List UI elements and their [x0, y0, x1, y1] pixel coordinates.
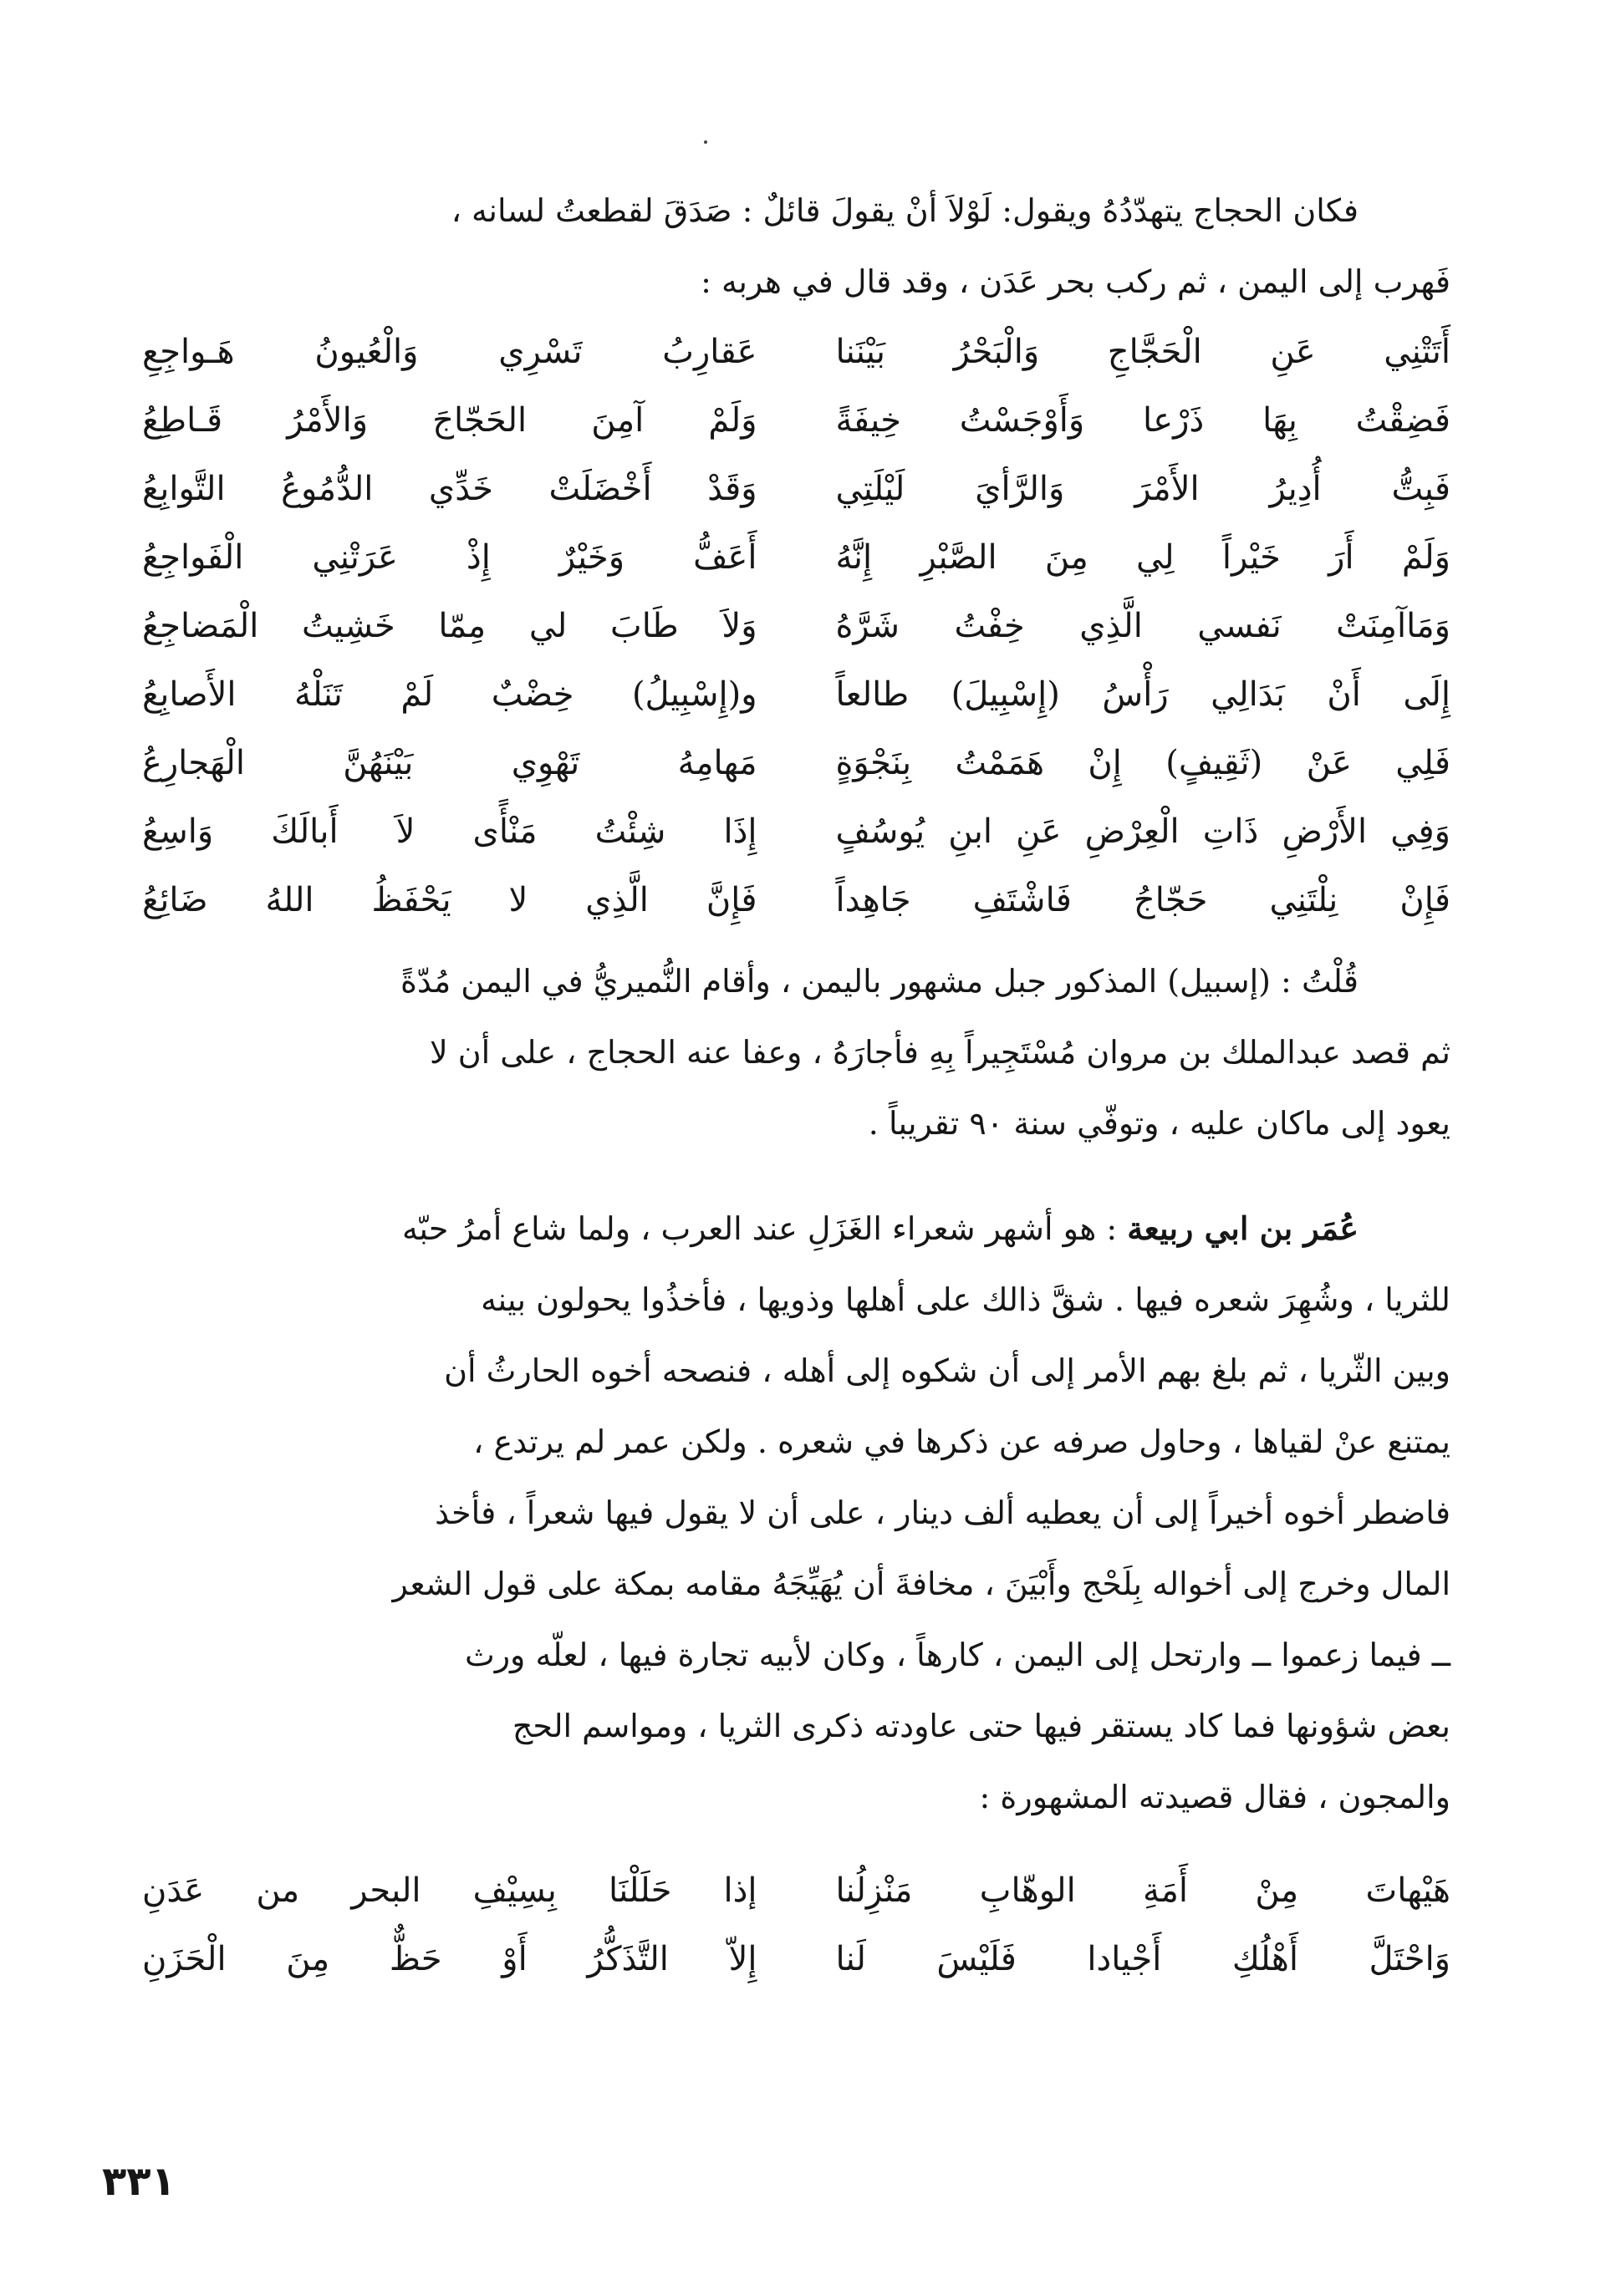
- page-number: ٣٣١: [102, 2158, 176, 2205]
- verse-first-hemistich: وَفِي الأَرْضِ ذَاتِ الْعِرْضِ عَنِ ابنِ يُوسُفٍ: [835, 812, 1450, 851]
- biography-line: بعض شؤونها فما كاد يستقر فيها حتى عاودته ذكرى الثريا ، ومواسم الحج: [512, 1708, 1450, 1744]
- verse-second-hemistich: وَلاَ طَابَ لي مِمّا خَشِيتُ الْمَضاجِعُ: [142, 607, 757, 645]
- verse-second-hemistich: إذا حَلَلْنَا بِسِيْفِ البحر من عَدَنِ: [142, 1871, 757, 1910]
- biography-line: يمتنع عنْ لقياها ، وحاول صرفه عن ذكرها في شعره . ولكن عمر لم يرتدع ،: [473, 1423, 1450, 1460]
- note-line: قُلْتُ : (إسبيل) المذكور جبل مشهور باليمن ، وأقام النُّميريُّ في اليمن مُدّةً: [400, 963, 1359, 1000]
- biography-first-line-text: : هو أشهر شعراء الغَزَلِ عند العرب ، ولما شاع أمرُ حبّه: [402, 1210, 1128, 1247]
- intro-line: فكان الحجاج يتهدّدُهُ ويقول: لَوْلاَ أنْ يقولَ قائلٌ : صَدَقَ لقطعتُ لسانه ،: [451, 192, 1359, 229]
- verse-first-hemistich: فَبِتُّ أُدِيرُ الأَمْرَ وَالرَّأيَ لَيْلَتِي: [835, 470, 1450, 508]
- biography-first-line: [142, 1193, 1450, 1265]
- biography-line: ــ فيما زعموا ــ وارتحل إلى اليمن ، كارهاً ، وكان لأبيه تجارة فيها ، لعلّه ورث: [464, 1637, 1450, 1673]
- verse-first-hemistich: أَتَتْنِي عَنِ الْحَجَّاجِ وَالْبَحْرُ بَيْنَنا: [835, 333, 1450, 371]
- biography-line: والمجون ، فقال قصيدته المشهورة :: [979, 1779, 1450, 1815]
- verse-second-hemistich: مَهامِهُ تَهْوِي بَيْنَهُنَّ الْهَجارِعُ: [142, 744, 757, 782]
- verse-first-hemistich: هَيْهاتَ مِنْ أَمَةِ الوهّابِ مَنْزِلُنا: [835, 1871, 1450, 1910]
- poem-verse: [142, 523, 1450, 592]
- verse-first-hemistich: فَلِي عَنْ (ثَقِيفٍ) إِنْ هَمَمْتُ بِنَجْوَةٍ: [835, 744, 1450, 782]
- intro-line: فَهرب إلى اليمن ، ثم ركب بحر عَدَن ، وقد قال في هربه :: [701, 263, 1450, 300]
- poem-aden: [142, 1856, 1450, 1993]
- biography-line: للثريا ، وشُهِرَ شعره فيها . شقَّ ذالك على أهلها وذويها ، فأخذُوا يحولون بينه: [481, 1281, 1450, 1318]
- note-line: يعود إلى ماكان عليه ، وتوفّي سنة ٩٠ تقريباً .: [868, 1105, 1450, 1142]
- poem-verse: [142, 797, 1450, 866]
- poem-hijaz: [142, 318, 1450, 934]
- verse-second-hemistich: وَلَمْ آمِنَ الحَجّاجَ وَالأَمْرُ قَـاطِعُ: [142, 401, 757, 440]
- poem-verse: [142, 592, 1450, 660]
- biography-line: المال وخرج إلى أخواله بِلَحْج وأَبْيَنَ ، مخافةَ أن يُهَيِّجَهُ مقامه بمكة على قول الشعر: [392, 1565, 1450, 1602]
- biography-paragraph: [142, 1193, 1450, 1833]
- verse-second-hemistich: فَإِنَّ الَّذِي لا يَحْفَظُ اللهُ ضَائِعُ: [142, 881, 757, 919]
- note-paragraph: [142, 946, 1450, 1159]
- poem-verse: [142, 660, 1450, 729]
- verse-first-hemistich: وَلَمْ أَرَ خَيْراً لِي مِنَ الصَّبْرِ إِنَّهُ: [835, 538, 1450, 577]
- poem-verse: [142, 386, 1450, 455]
- verse-second-hemistich: أَعَفُّ وَخَيْرٌ إِذْ عَرَتْنِي الْفَواجِعُ: [142, 538, 757, 577]
- poem-verse: [142, 1856, 1450, 1925]
- verse-first-hemistich: وَمَاآمِنَتْ نَفسي الَّذِي خِفْتُ شَرَّهُ: [835, 607, 1450, 645]
- poet-name: عُمَر بن ابي ربيعة: [1127, 1209, 1359, 1247]
- poem-verse: [142, 318, 1450, 386]
- verse-first-hemistich: فَإِنْ نِلْتَنِي حَجّاجُ فَاشْتَفِ جَاهِداً: [835, 881, 1450, 919]
- verse-first-hemistich: إِلَى أَنْ بَدَالِي رَأْسُ (إِسْبِيلَ) طالعاً: [835, 675, 1450, 714]
- biography-line: وبين الثّريا ، ثم بلغ بهم الأمر إلى أن شكوه إلى أهله ، فنصحه أخوه الحارثُ أن: [444, 1352, 1450, 1389]
- verse-second-hemistich: عَقارِبُ تَسْرِي وَالْعُيونُ هَـواجِعِ: [142, 333, 757, 371]
- verse-second-hemistich: و(إِسْبِيلُ) خِضْبٌ لَمْ تَنَلْهُ الأَصابِعُ: [142, 675, 757, 714]
- biography-line: فاضطر أخوه أخيراً إلى أن يعطيه ألف دينار ، على أن لا يقول فيها شعراً ، فأخذ: [435, 1494, 1450, 1531]
- verse-second-hemistich: إِذَا شِئْتُ مَنْأًى لاَ أَبالَكَ وَاسِعُ: [142, 812, 757, 851]
- verse-second-hemistich: إِلاّ التَّذَكُّرُ أَوْ حَظٌّ مِنَ الْحَزَنِ: [142, 1940, 757, 1978]
- book-page: [142, 176, 1450, 2223]
- intro-paragraph: [142, 176, 1450, 318]
- poem-verse: [142, 866, 1450, 934]
- verse-first-hemistich: وَاحْتَلَّ أَهْلُكِ أَجْيادا فَلَيْسَ لَنا: [835, 1940, 1450, 1978]
- ink-speck: [704, 140, 707, 144]
- verse-second-hemistich: وَقَدْ أَخْضَلَتْ خَدِّي الدُّمُوعُ التَّوابِعُ: [142, 470, 757, 508]
- poem-verse: [142, 455, 1450, 523]
- verse-first-hemistich: فَضِقْتُ بِهَا ذَرْعا وَأَوْجَسْتُ خِيفَةً: [835, 401, 1450, 440]
- note-line: ثم قصد عبدالملك بن مروان مُسْتَجِيراً بِهِ فأجارَهُ ، وعفا عنه الحجاج ، على أن لا: [429, 1034, 1450, 1071]
- poem-verse: [142, 1925, 1450, 1993]
- poem-verse: [142, 729, 1450, 797]
